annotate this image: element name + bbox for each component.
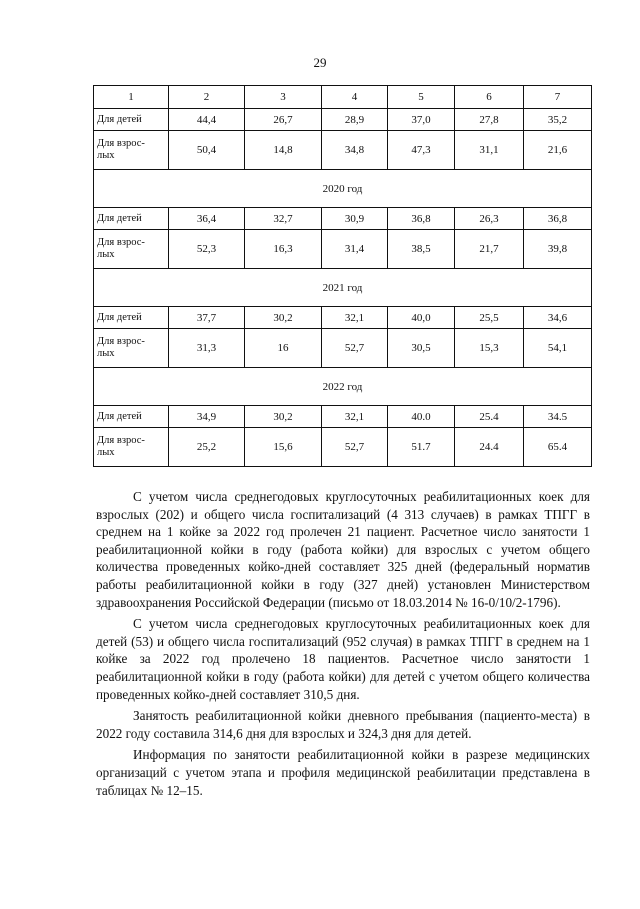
value-cell: 30,5 xyxy=(388,329,455,368)
value-cell: 32,1 xyxy=(322,406,388,428)
value-cell: 39,8 xyxy=(524,230,592,269)
value-cell: 31,3 xyxy=(169,329,245,368)
value-cell: 25,2 xyxy=(169,428,245,467)
row-label: Для взрос- лых xyxy=(94,131,169,170)
table-row xyxy=(94,208,592,230)
value-cell: 21,7 xyxy=(455,230,524,269)
value-cell: 34,8 xyxy=(322,131,388,170)
value-cell: 34.5 xyxy=(524,406,592,428)
value-cell: 40,0 xyxy=(388,307,455,329)
value-cell: 65.4 xyxy=(524,428,592,467)
value-cell: 26,7 xyxy=(245,109,322,131)
value-cell: 16,3 xyxy=(245,230,322,269)
paragraph: Информация по занятости реабилитационной койки в разрезе медицинских организаций с учетом этапа и профиля медицинской реабилитации представлена в таблицах № 12–15. xyxy=(96,747,590,798)
row-label: Для взрос- лых xyxy=(94,329,169,368)
value-cell: 30,2 xyxy=(245,307,322,329)
value-cell: 32,7 xyxy=(245,208,322,230)
value-cell: 30,9 xyxy=(322,208,388,230)
row-label: Для детей xyxy=(94,307,169,329)
value-cell: 31,1 xyxy=(455,131,524,170)
table-row xyxy=(94,406,592,428)
value-cell: 15,3 xyxy=(455,329,524,368)
table-row xyxy=(94,428,592,467)
row-label: Для взрос- лых xyxy=(94,230,169,269)
value-cell: 31,4 xyxy=(322,230,388,269)
row-label: Для детей xyxy=(94,208,169,230)
year-row xyxy=(94,170,592,208)
value-cell: 34,6 xyxy=(524,307,592,329)
header-cell-2: 2 xyxy=(169,86,245,109)
row-label: Для детей xyxy=(94,406,169,428)
table-row xyxy=(94,109,592,131)
header-cell-6: 6 xyxy=(455,86,524,109)
value-cell: 16 xyxy=(245,329,322,368)
header-cell-3: 3 xyxy=(245,86,322,109)
value-cell: 21,6 xyxy=(524,131,592,170)
value-cell: 37,0 xyxy=(388,109,455,131)
value-cell: 54,1 xyxy=(524,329,592,368)
row-label: Для детей xyxy=(94,109,169,131)
value-cell: 38,5 xyxy=(388,230,455,269)
year-label: 2022 год xyxy=(94,368,592,406)
value-cell: 32,1 xyxy=(322,307,388,329)
year-label: 2020 год xyxy=(94,170,592,208)
value-cell: 34,9 xyxy=(169,406,245,428)
value-cell: 27,8 xyxy=(455,109,524,131)
value-cell: 52,7 xyxy=(322,428,388,467)
value-cell: 36,8 xyxy=(388,208,455,230)
value-cell: 52,3 xyxy=(169,230,245,269)
table-row xyxy=(94,230,592,269)
value-cell: 44,4 xyxy=(169,109,245,131)
value-cell: 24.4 xyxy=(455,428,524,467)
table-body xyxy=(94,86,592,467)
value-cell: 40.0 xyxy=(388,406,455,428)
value-cell: 51.7 xyxy=(388,428,455,467)
year-row xyxy=(94,368,592,406)
year-label: 2021 год xyxy=(94,269,592,307)
value-cell: 37,7 xyxy=(169,307,245,329)
value-cell: 36,4 xyxy=(169,208,245,230)
value-cell: 52,7 xyxy=(322,329,388,368)
value-cell: 25.4 xyxy=(455,406,524,428)
header-cell-1: 1 xyxy=(94,86,169,109)
table-row xyxy=(94,329,592,368)
value-cell: 35,2 xyxy=(524,109,592,131)
header-cell-4: 4 xyxy=(322,86,388,109)
table-row xyxy=(94,131,592,170)
value-cell: 47,3 xyxy=(388,131,455,170)
occupancy-table xyxy=(93,85,592,467)
paragraph: С учетом числа среднегодовых круглосуточных реабилитационных коек для взрослых (202) и общего числа госпитализаций (4 313 случаев) в рамках ТПГГ в среднем на 1 койке за 2022 год пролечен 21 пациент. Расчетное число занятости 1 реабилитационной койки в году (работа койки) для взрослых с учетом общего количества проведенных койко-дней составляет 325 дней (федеральный норматив работы реабилитационной койки в году (327 дней) установлен Министерством здравоохранения Российской Федерации (письмо от 18.03.2014 № 16-0/10/2-1796). xyxy=(96,489,590,610)
table-row xyxy=(94,307,592,329)
value-cell: 25,5 xyxy=(455,307,524,329)
header-cell-7: 7 xyxy=(524,86,592,109)
value-cell: 14,8 xyxy=(245,131,322,170)
table-header-row xyxy=(94,86,592,109)
value-cell: 30,2 xyxy=(245,406,322,428)
header-cell-5: 5 xyxy=(388,86,455,109)
body-text xyxy=(96,488,590,803)
value-cell: 26,3 xyxy=(455,208,524,230)
value-cell: 28,9 xyxy=(322,109,388,131)
value-cell: 36,8 xyxy=(524,208,592,230)
value-cell: 50,4 xyxy=(169,131,245,170)
value-cell: 15,6 xyxy=(245,428,322,467)
paragraph: С учетом числа среднегодовых круглосуточных реабилитационных коек для детей (53) и общего числа госпитализаций (952 случая) в рамках ТПГГ в среднем на 1 койке за 2022 год пролечено 18 пациентов. Расчетное число занятости 1 реабилитационной койки в году (работа койки) для детей с учетом общего количества проведенных койко-дней составляет 310,5 дня. xyxy=(96,616,590,702)
paragraph: Занятость реабилитационной койки дневного пребывания (пациенто-места) в 2022 году составила 314,6 дня для взрослых и 324,3 дня для детей. xyxy=(96,708,590,741)
page-number: 29 xyxy=(313,55,327,70)
year-row xyxy=(94,269,592,307)
row-label: Для взрос- лых xyxy=(94,428,169,467)
